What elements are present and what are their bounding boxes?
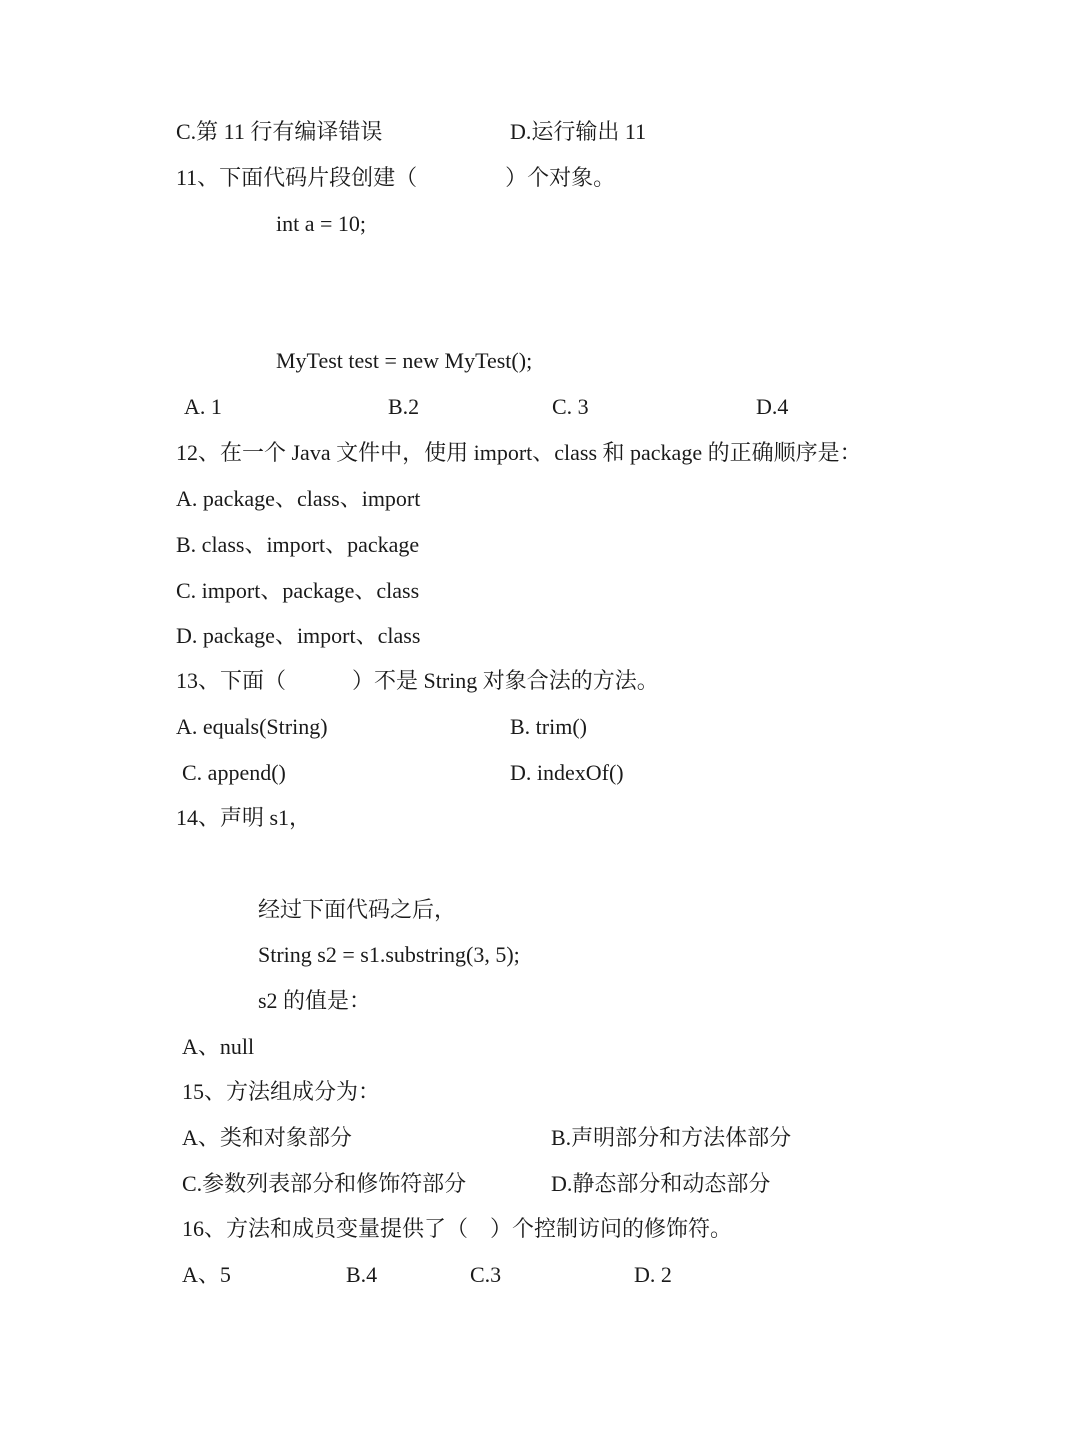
q12-option-b: B. class、import、package <box>176 532 420 557</box>
q13-option-c: C. append() <box>182 760 286 785</box>
q14-line-3: s2 的值是： <box>258 988 372 1013</box>
q15-stem: 15、方法组成分为： <box>182 1079 381 1104</box>
q14-option-a: A、null <box>182 1034 255 1059</box>
q16-option-a: A、5 <box>182 1262 231 1287</box>
q14-code-line: String s2 = s1.substring(3, 5); <box>258 942 520 967</box>
q13-option-d: D. indexOf() <box>510 760 624 785</box>
q10-option-d: D.运行输出 11 <box>510 119 647 144</box>
q11-option-d: D.4 <box>756 394 789 419</box>
q12-option-c: C. import、package、class <box>176 578 420 603</box>
q10-option-c: C.第 11 行有编译错误 <box>176 119 383 144</box>
q16-option-c: C.3 <box>470 1262 502 1287</box>
q16-option-b: B.4 <box>346 1262 378 1287</box>
q12-option-d: D. package、import、class <box>176 623 421 648</box>
q15-option-d: D.静态部分和动态部分 <box>551 1171 771 1196</box>
q11-option-c: C. 3 <box>552 394 589 419</box>
q14-line-1: 经过下面代码之后， <box>258 897 457 922</box>
q13-option-b: B. trim() <box>510 714 587 739</box>
q16-stem: 16、方法和成员变量提供了（ ）个控制访问的修饰符。 <box>182 1216 733 1241</box>
q12-stem: 12、在一个 Java 文件中，使用 import、class 和 package 的正确顺序是： <box>176 440 862 465</box>
q15-option-c: C.参数列表部分和修饰符部分 <box>182 1171 467 1196</box>
q16-option-d: D. 2 <box>634 1262 672 1287</box>
q11-code-line-2: MyTest test = new MyTest(); <box>276 348 533 373</box>
q14-stem: 14、声明 s1， <box>176 805 312 830</box>
q11-code-line-1: int a = 10; <box>276 211 367 236</box>
q12-option-a: A. package、class、import <box>176 486 421 511</box>
q15-option-a: A、类和对象部分 <box>182 1125 352 1150</box>
q13-stem: 13、下面（ ）不是 String 对象合法的方法。 <box>176 668 659 693</box>
q11-option-b: B.2 <box>388 394 420 419</box>
q13-option-a: A. equals(String) <box>176 714 328 739</box>
q11-stem: 11、下面代码片段创建（ ）个对象。 <box>176 165 616 190</box>
q11-option-a: A. 1 <box>184 394 222 419</box>
q15-option-b: B.声明部分和方法体部分 <box>551 1125 792 1150</box>
